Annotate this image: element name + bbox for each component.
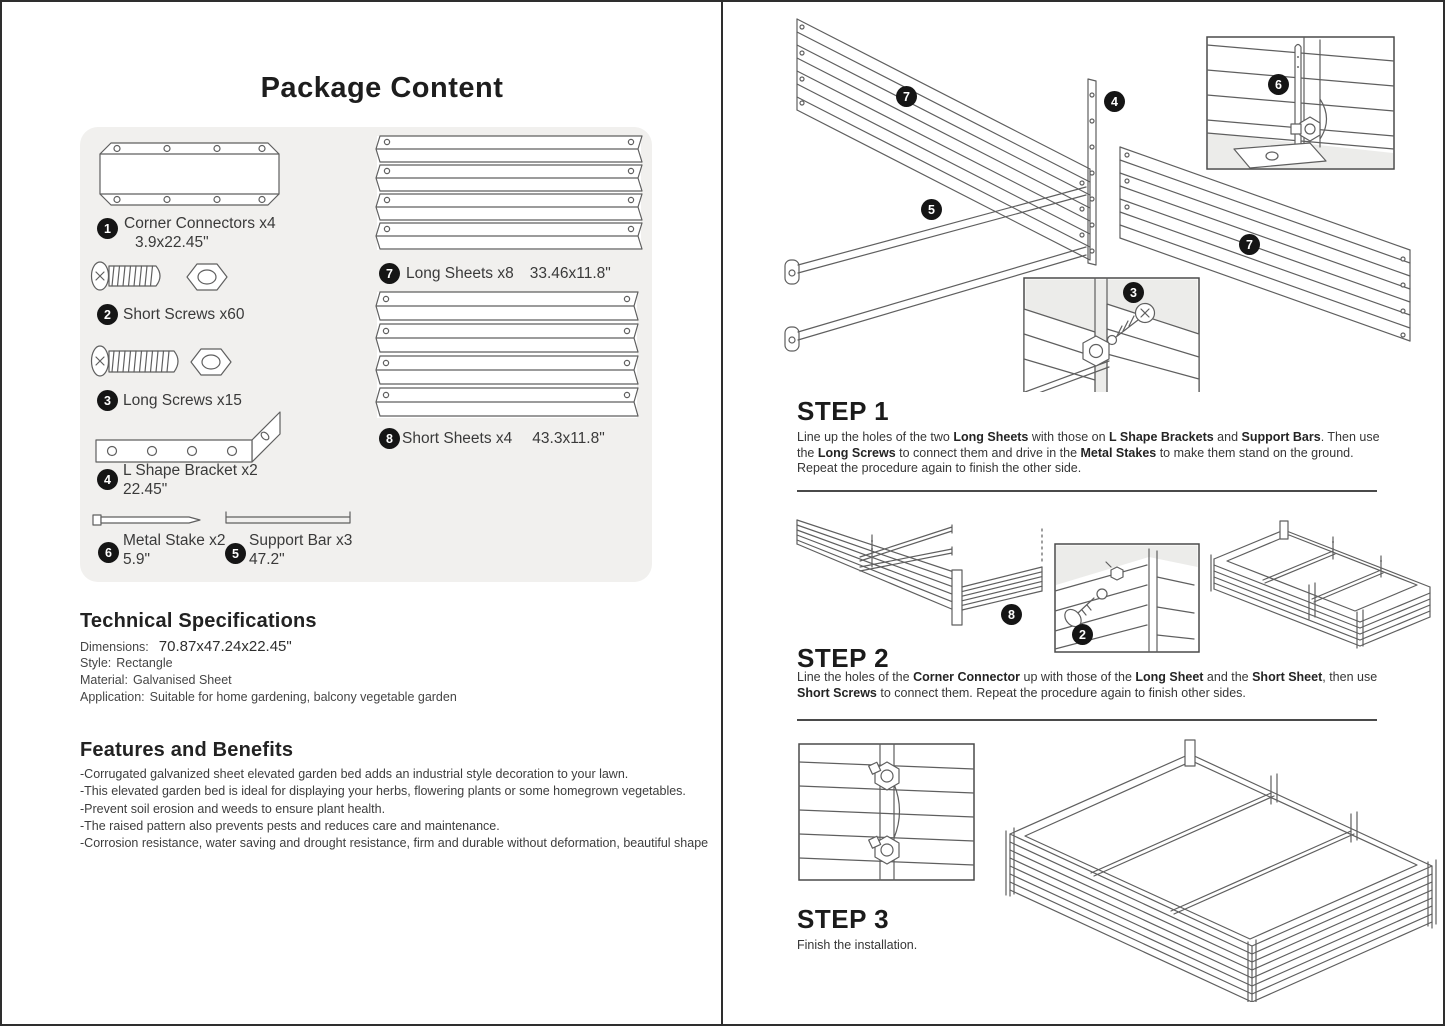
item-badge-3: 3: [97, 390, 118, 411]
step1-text: and: [1213, 430, 1242, 444]
feature-bullet: -Corrugated galvanized sheet elevated garden bed adds an industrial style decoration to your lawn.: [80, 767, 629, 781]
spec-application-label: Application:: [80, 690, 145, 704]
spec-dimensions-label: Dimensions:: [80, 640, 149, 654]
item-1-size: 3.9x22.45": [135, 234, 209, 251]
spec-material-label: Material:: [80, 673, 128, 687]
spec-style: [80, 656, 173, 670]
diagram-badge-long-sheet: 7: [896, 86, 917, 107]
feature-bullet: -Corrosion resistance, water saving and drought resistance, firm and durable without deformation, beautiful shape: [80, 836, 709, 851]
short-screw-icon: [90, 258, 170, 294]
panel-divider: [721, 2, 723, 1024]
item-2-label: Short Screws x60: [123, 306, 245, 323]
item-6-text: [123, 531, 226, 569]
page-title: Package Content: [260, 72, 504, 104]
step1-heading: STEP 1: [797, 396, 890, 426]
item-8-label: Short Sheets x4: [402, 430, 513, 447]
item-4-text: [123, 461, 258, 499]
item-1-label: Corner Connectors x4: [124, 215, 276, 232]
item-5-label: Support Bar x3: [249, 532, 353, 549]
item-6-size: 5.9": [123, 551, 151, 568]
section-divider: [797, 490, 1377, 492]
step2-bold: Corner Connector: [913, 670, 1021, 684]
features-list: [80, 766, 708, 852]
metal-stake-illustration: [92, 512, 202, 528]
l-shape-bracket-illustration: [94, 406, 286, 466]
item-5-size: 47.2": [249, 551, 285, 568]
item-3-label: Long Screws x15: [123, 392, 242, 409]
step1-bold: Metal Stakes: [1080, 445, 1157, 460]
step2-text: , then use: [1322, 670, 1378, 684]
step2-heading: STEP 2: [797, 643, 890, 673]
diagram-badge-short-screw: 2: [1072, 624, 1093, 645]
step1-text: to connect them and drive in the: [895, 445, 1081, 460]
features-heading: Features and Benefits: [80, 739, 294, 761]
item-7-size: 33.46x11.8": [529, 265, 611, 282]
step2-text: to connect them. Repeat the procedure again to finish other sides.: [876, 685, 1246, 700]
item-badge-1: 1: [97, 218, 118, 239]
step1-text: Line up the holes of the two: [797, 430, 954, 444]
step2-instructions: [797, 670, 1397, 701]
step1-bold: Long Sheets: [953, 430, 1029, 444]
step1-instructions: [797, 430, 1382, 477]
spec-dimensions: [80, 638, 292, 655]
item-8-size: 43.3x11.8": [532, 430, 605, 447]
spec-application-value: Suitable for home gardening, balcony vegetable garden: [149, 690, 457, 704]
step3-instructions: Finish the installation.: [797, 938, 918, 952]
step1-bold: Long Screws: [817, 445, 896, 460]
step1-bold: L Shape Brackets: [1109, 430, 1214, 444]
support-bar-illustration: [222, 508, 354, 528]
feature-bullet: -This elevated garden bed is ideal for displaying your herbs, flowering plants or some homegrown vegetables.: [80, 784, 686, 799]
item-5-text: [249, 531, 352, 569]
section-divider: [797, 719, 1377, 721]
tech-specs-heading: Technical Specifications: [80, 610, 317, 632]
feature-bullet: -The raised pattern also prevents pests and reduces care and maintenance.: [80, 818, 500, 833]
spec-dimensions-value: 70.87x47.24x22.45": [158, 638, 292, 655]
item-badge-7: 7: [379, 263, 400, 284]
item-1-text: [124, 214, 276, 252]
feature-bullet: -Prevent soil erosion and weeds to ensure plant health.: [80, 801, 386, 816]
long-sheets-illustration: [374, 134, 646, 252]
step2-text: Line the holes of the: [797, 670, 914, 684]
step1-text: with those on: [1028, 430, 1109, 444]
hex-nut-icon: [190, 346, 232, 378]
step2-bold: Short Screws: [797, 685, 877, 700]
item-4-label: L Shape Bracket x2: [123, 462, 258, 479]
step2-text: and the: [1203, 670, 1253, 684]
item-badge-6: 6: [98, 542, 119, 563]
diagram-badge-long-sheet-right: 7: [1239, 234, 1260, 255]
item-7-label: Long Sheets x8: [406, 265, 514, 282]
step1-text: . Then use the: [797, 430, 1380, 460]
step3-heading: STEP 3: [797, 904, 890, 934]
step3-assembly-diagram: [742, 724, 1442, 1002]
item-8-text: [402, 429, 605, 448]
spec-application: [80, 690, 457, 704]
item-badge-2: 2: [97, 304, 118, 325]
spec-style-value: Rectangle: [116, 656, 173, 670]
spec-style-label: Style:: [80, 656, 112, 670]
long-screw-icon: [90, 342, 188, 380]
step2-text: up with those of the: [1020, 670, 1136, 684]
short-sheets-illustration: [374, 290, 642, 420]
diagram-badge-support-bar: 5: [921, 199, 942, 220]
step1-text: to make them stand on the ground. Repeat the procedure again to finish the other side.: [797, 445, 1354, 476]
hex-nut-icon: [186, 262, 228, 292]
item-4-size: 22.45": [123, 481, 168, 498]
diagram-badge-long-screw: 3: [1123, 282, 1144, 303]
step1-bold: Support Bars: [1241, 430, 1321, 444]
item-7-text: [406, 264, 611, 283]
spec-material: [80, 673, 232, 687]
item-badge-5: 5: [225, 543, 246, 564]
item-badge-8: 8: [379, 428, 400, 449]
item-6-label: Metal Stake x2: [123, 532, 226, 549]
diagram-badge-short-sheet: 8: [1001, 604, 1022, 625]
step2-bold: Long Sheet: [1135, 670, 1204, 684]
diagram-badge-metal-stake: 6: [1268, 74, 1289, 95]
diagram-badge-l-bracket: 4: [1104, 91, 1125, 112]
item-badge-4: 4: [97, 469, 118, 490]
spec-material-value: Galvanised Sheet: [132, 673, 232, 687]
step1-assembly-diagram: [742, 7, 1442, 392]
step2-bold: Short Sheet: [1252, 670, 1323, 684]
corner-connector-illustration: [97, 140, 282, 208]
